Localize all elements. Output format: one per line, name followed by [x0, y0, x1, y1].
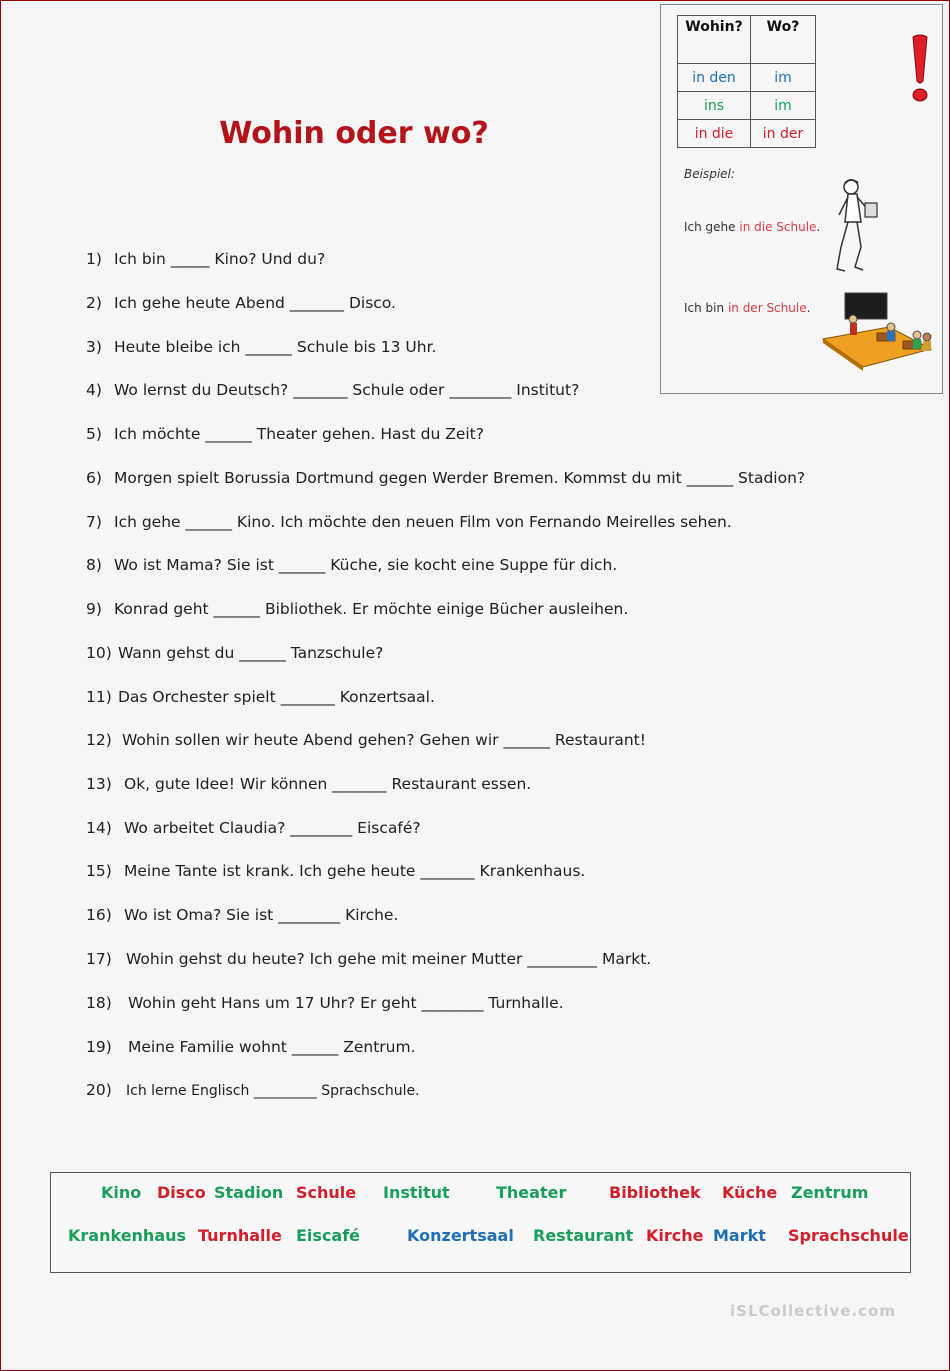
- word-bank: [50, 1172, 911, 1273]
- exercise-text: Wo lernst du Deutsch? _______ Schule oder ________ Institut?: [114, 381, 580, 399]
- exercise-item: [86, 731, 646, 749]
- exercise-text: Das Orchester spielt _______ Konzertsaal.: [118, 688, 435, 706]
- page-title: Wohin oder wo?: [219, 116, 489, 151]
- cell-wohin: ins: [678, 92, 751, 120]
- exercise-text: Ich gehe ______ Kino. Ich möchte den neuen Film von Fernando Meirelles sehen.: [114, 513, 732, 531]
- exercise-text: Wann gehst du ______ Tanzschule?: [118, 644, 384, 662]
- word-bank-item: Theater: [496, 1183, 567, 1202]
- header-wo: Wo?: [751, 16, 816, 64]
- exercise-number: 5): [86, 425, 102, 443]
- exercise-number: 9): [86, 600, 102, 618]
- exercise-item: [86, 381, 579, 399]
- walking-boy-illustration: [831, 177, 883, 277]
- word-bank-item: Turnhalle: [198, 1226, 282, 1245]
- word-bank-item: Konzertsaal: [407, 1226, 514, 1245]
- example-highlight: in die Schule: [739, 220, 817, 234]
- word-bank-item: Kino: [101, 1183, 142, 1202]
- exercise-text: Ich bin _____ Kino? Und du?: [114, 250, 326, 268]
- word-bank-item: Krankenhaus: [68, 1226, 187, 1245]
- exercise-text: Ich gehe heute Abend _______ Disco.: [114, 294, 396, 312]
- word-bank-item: Restaurant: [533, 1226, 634, 1245]
- word-bank-item: Eiscafé: [296, 1226, 361, 1245]
- exercise-number: 11): [86, 688, 112, 706]
- header-wohin: Wohin?: [678, 16, 751, 64]
- exercise-item: [86, 513, 732, 531]
- cell-wo: im: [751, 64, 816, 92]
- exercise-number: 20): [86, 1081, 112, 1099]
- exercise-item: [86, 994, 564, 1012]
- example-text: Ich bin: [684, 301, 728, 315]
- exercise-item: [86, 950, 651, 968]
- exercise-text: Wo ist Mama? Sie ist ______ Küche, sie kocht eine Suppe für dich.: [114, 556, 618, 574]
- exercise-item: [86, 250, 325, 268]
- exercise-text: Ok, gute Idee! Wir können _______ Restaurant essen.: [124, 775, 532, 793]
- exercise-text: Wohin sollen wir heute Abend gehen? Gehen wir ______ Restaurant!: [122, 731, 646, 749]
- word-bank-item: Schule: [296, 1183, 357, 1202]
- grammar-row: [678, 92, 816, 120]
- classroom-illustration: [819, 289, 937, 373]
- exercise-text: Ich möchte ______ Theater gehen. Hast du Zeit?: [114, 425, 484, 443]
- exercise-item: [86, 644, 383, 662]
- exercise-number: 19): [86, 1038, 112, 1056]
- word-bank-item: Disco: [157, 1183, 206, 1202]
- exclamation-icon: [909, 33, 931, 103]
- exercise-text: Heute bleibe ich ______ Schule bis 13 Uhr.: [114, 338, 437, 356]
- exercise-item: [86, 425, 484, 443]
- example-text: .: [806, 301, 811, 315]
- grammar-table-header: [678, 16, 816, 64]
- exercise-number: 14): [86, 819, 112, 837]
- grammar-info-box: [660, 4, 943, 394]
- exercise-text: Meine Tante ist krank. Ich gehe heute _______ Krankenhaus.: [124, 862, 586, 880]
- example-label: Beispiel:: [684, 167, 735, 181]
- exercise-text: Wohin gehst du heute? Ich gehe mit meiner Mutter _________ Markt.: [126, 950, 652, 968]
- example-highlight: in der Schule: [727, 301, 807, 315]
- exercise-item: [86, 862, 585, 880]
- grammar-row: [678, 64, 816, 92]
- example-sentence-wohin: [684, 220, 820, 234]
- exercise-item: [86, 294, 396, 312]
- exercise-item: [86, 338, 436, 356]
- exercise-text: Ich lerne Englisch _________ Sprachschule.: [126, 1083, 420, 1099]
- cell-wohin: in den: [678, 64, 751, 92]
- exercise-number: 15): [86, 862, 112, 880]
- exercise-number: 13): [86, 775, 112, 793]
- exercise-item: [86, 688, 435, 706]
- exercise-number: 8): [86, 556, 102, 574]
- exercise-number: 1): [86, 250, 102, 268]
- cell-wo: in der: [751, 120, 816, 148]
- exercise-item: [86, 819, 421, 837]
- watermark: iSLCollective.com: [730, 1302, 896, 1320]
- exercise-number: 6): [86, 469, 102, 487]
- word-bank-item: Bibliothek: [609, 1183, 701, 1202]
- exercise-number: 18): [86, 994, 112, 1012]
- example-text: Ich gehe: [684, 220, 740, 234]
- word-bank-item: Zentrum: [791, 1183, 869, 1202]
- exercise-item: [86, 775, 531, 793]
- exercise-item: [86, 906, 398, 924]
- exercise-item: [86, 1038, 416, 1056]
- exercise-number: 16): [86, 906, 112, 924]
- exercise-number: 10): [86, 644, 112, 662]
- exercise-number: 3): [86, 338, 102, 356]
- example-text: .: [816, 220, 821, 234]
- exercise-item: [86, 469, 805, 487]
- word-bank-item: Sprachschule: [788, 1226, 909, 1245]
- grammar-table: [677, 15, 816, 148]
- exercise-text: Wo ist Oma? Sie ist ________ Kirche.: [124, 906, 399, 924]
- word-bank-item: Küche: [722, 1183, 778, 1202]
- cell-wohin: in die: [678, 120, 751, 148]
- exercise-number: 12): [86, 731, 112, 749]
- exercise-item: [86, 600, 628, 618]
- word-bank-item: Institut: [383, 1183, 450, 1202]
- exercise-number: 17): [86, 950, 112, 968]
- exercise-text: Morgen spielt Borussia Dortmund gegen Werder Bremen. Kommst du mit ______ Stadion?: [114, 469, 806, 487]
- cell-wo: im: [751, 92, 816, 120]
- exercise-text: Wo arbeitet Claudia? ________ Eiscafé?: [124, 819, 421, 837]
- exercise-text: Wohin geht Hans um 17 Uhr? Er geht ________ Turnhalle.: [128, 994, 564, 1012]
- example-sentence-wo: [684, 301, 810, 315]
- word-bank-item: Kirche: [646, 1226, 704, 1245]
- word-bank-item: Markt: [713, 1226, 766, 1245]
- exercise-number: 2): [86, 294, 102, 312]
- word-bank-item: Stadion: [214, 1183, 284, 1202]
- grammar-row: [678, 120, 816, 148]
- exercise-item: [86, 1081, 420, 1099]
- exercise-text: Meine Familie wohnt ______ Zentrum.: [128, 1038, 416, 1056]
- exercise-item: [86, 556, 617, 574]
- exercise-number: 4): [86, 381, 102, 399]
- exercise-number: 7): [86, 513, 102, 531]
- exercise-text: Konrad geht ______ Bibliothek. Er möchte einige Bücher ausleihen.: [114, 600, 629, 618]
